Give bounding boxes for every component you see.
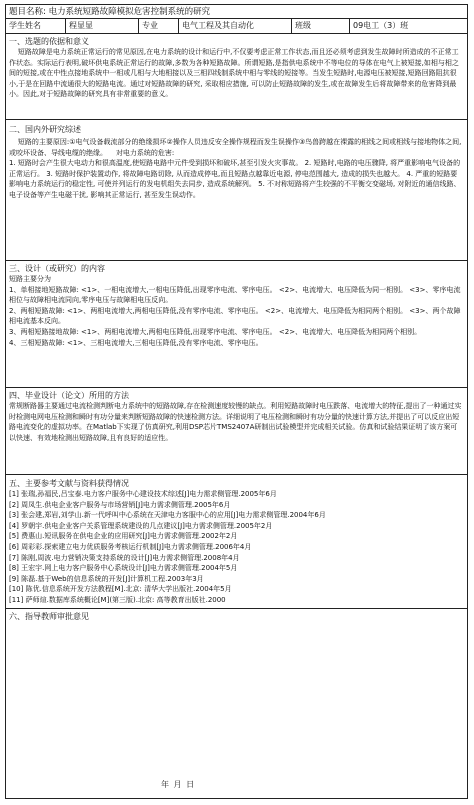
section-advisor	[6, 609, 467, 798]
student-info-row	[6, 19, 467, 34]
section-content-item: 1、单相接地短路故障: <1>、一相电流增大,一相电压降低,出现零序电流、零序电压。 <2>、电流增大、电压降低为同一相别。 <3>、零序电流相位与故障相电流同向,零序电压与故障相电压反向。	[9, 285, 461, 305]
reference-item: [10] 陈优.信息系统开发方法教程[M].北京: 清华大学出版社.2004年5月	[9, 585, 232, 594]
proposal-form	[5, 4, 468, 799]
student-name-value: 程显显	[66, 19, 139, 33]
class-value: 09电工（3）班	[353, 21, 409, 30]
student-name-label: 学生姓名	[6, 19, 66, 33]
reference-item: [1] 张瑞,孙福民,吕宝泰.电力客户服务中心建设技术综述[J]电力需求侧管理.2005年6月	[9, 490, 277, 498]
reference-item: [3] 张会建,郑岩,刘学山.新一代呼叫中心系统在天津电力客服中心的应用[J]电力需求侧管理.2004年6月	[9, 511, 326, 520]
section-methods-heading: 四、毕业设计（论文）所用的方法	[9, 391, 129, 400]
reference-item: [11] 萨师煊.数据库系统概论[M](第三版).北京: 高等教育出版社.2000	[9, 595, 226, 604]
section-basis	[6, 34, 467, 120]
section-content-item: 2、两相短路故障: <1>、两相电流增大,两相电压降低,没有零序电流、零序电压。 <2>、电流增大、电压降低为相同两个相别。 <3>、两个故障相电流基本反向。	[9, 306, 461, 326]
section-content-subheading: 短路主要分为	[9, 275, 51, 283]
section-review-heading: 二、国内外研究综述	[9, 125, 81, 134]
section-basis-body: 短路故障是电力系统正常运行的常见原因,在电力系统的设计和运行中,不仅要考虑正常工作状态,而且还必须考虑到发生故障时所造成的不正常工作状态。实际运行表明,破坏供电系统正常运行的故障,多数为各种短路故障。所谓短路,是指供电系统中不等电位的导体在电气上被短接,如相与相之间的短接,或在中性点接地系统中一相或几相与大地相接以及三相四线制系统中相与零线的短接等。当发生短路时,电源电压被短接,短路回路阻抗很小,于是在回路中流通很大的短路电流。通过对短路故障的研究, 采取相应措施, 可以防止短路故障的发生,或在故障发生后将故障带来的危害降到最小。因此,对于短路故障的研究具有非常重要的意义。	[9, 48, 459, 99]
major-value: 电气工程及其自动化	[179, 19, 292, 33]
reference-item: [9] 陈磊.基于Web的信息系统的开发[J]计算机工程.2003年3月	[9, 574, 204, 583]
major-label: 专业	[139, 19, 179, 33]
reference-item: [8] 王宏宇.网上电力客户服务中心系统设计[J]电力需求侧管理.2004年5月	[9, 564, 238, 573]
class-label: 班级	[292, 19, 350, 33]
section-methods-body: 常规断路器主要通过电流检测判断电力系统中的短路故障,存在检测速度较慢的缺点。利用短路故障时电压跌落、电流增大的特征,提出了一种通过实时检测电网电压检测和瞬时有功分量来判断短路故障的快速检测方法。详细说明了电压检测和瞬时有功分量的快速计算方法,并提出了可以反应出短路电流变化的虚拟功率。在Matlab下实现了仿真研究,利用DSP芯片TMS2407A研制出试验模型并完成相关试验。仿真和试验结果证明了该方案可以快速、有效地检测出短路故障,且有良好的适应性。	[9, 402, 462, 442]
section-review	[6, 120, 467, 261]
page-title: 题目名称: 电力系统短路故障模拟危害控制系统的研究	[9, 7, 211, 17]
section-review-body: 短路的主要原因:①电气设备载流部分的绝缘损坏②操作人员违反安全操作规程而发生误操作③鸟兽跨越在裸露的相线之间或相线与接地物体之间, 或咬坏设备、导线电缆的绝缘。 对电力系统的危害: 1. 短路时会产生很大电动力和很高温度,使短路电路中元件受到损坏和破坏,甚至引发火灾事故。 2. 短路时,电路的电压骤降, 将严重影响电气设备的正常运行。 3. 短路时保护装置动作, 将故障电路切除, 从而造成停电,而且短路点越靠近电源, 停电范围越大, 造成的损失也越大。 4. 严重的短路要影响电力系统运行的稳定性, 可使并列运行的发电机组失去同步, 造成系统解列。 5. 不对称短路将产生较强的不平衡交变磁场, 对附近的通信线路、电子设备等产生电磁干扰, 影响其正常运行, 甚至发生误动作。	[9, 138, 462, 199]
section-content-heading: 三、设计（或研究）的内容	[9, 264, 105, 273]
title-row	[6, 5, 467, 19]
reference-item: [4] 罗朝宇.供电企业客户关系管理系统建设的几点建议[J]电力需求侧管理.2005年2月	[9, 521, 273, 530]
section-methods	[6, 388, 467, 475]
section-references	[6, 475, 467, 609]
section-content-item: 3、两相短路接地故障: <1>、两相电流增大,两相电压降低,出现零序电流、零序电压。 <2>、电流增大、电压降低为相同两个相别。	[9, 327, 422, 336]
reference-item: [6] 周彩彩.探索建立电力优质服务考核运行机制[J]电力需求侧管理.2006年4月	[9, 542, 252, 551]
section-advisor-heading: 六、指导教师审批意见	[9, 612, 89, 621]
section-basis-heading: 一、选题的依据和意义	[9, 37, 89, 46]
section-content	[6, 261, 467, 388]
reference-item: [2] 周凤生.供电企业客户服务与市场营销[J]电力需求侧管理.2005年6月	[9, 500, 231, 509]
reference-item: [7] 陈刚,周波.电力营销决策支持系统的设计[J]电力需求侧管理.2008年4月	[9, 553, 240, 562]
section-content-item: 4、三相短路故障: <1>、三相电流增大,三相电压降低,没有零序电流、零序电压。	[9, 338, 263, 347]
approval-date: 年 月 日	[161, 780, 196, 789]
reference-item: [5] 费惠山.短讯服务在供电企业的应用研究[J]电力需求侧管理.2002年2月	[9, 532, 238, 541]
section-references-heading: 五、主要参考文献与资料获得情况	[9, 479, 129, 488]
